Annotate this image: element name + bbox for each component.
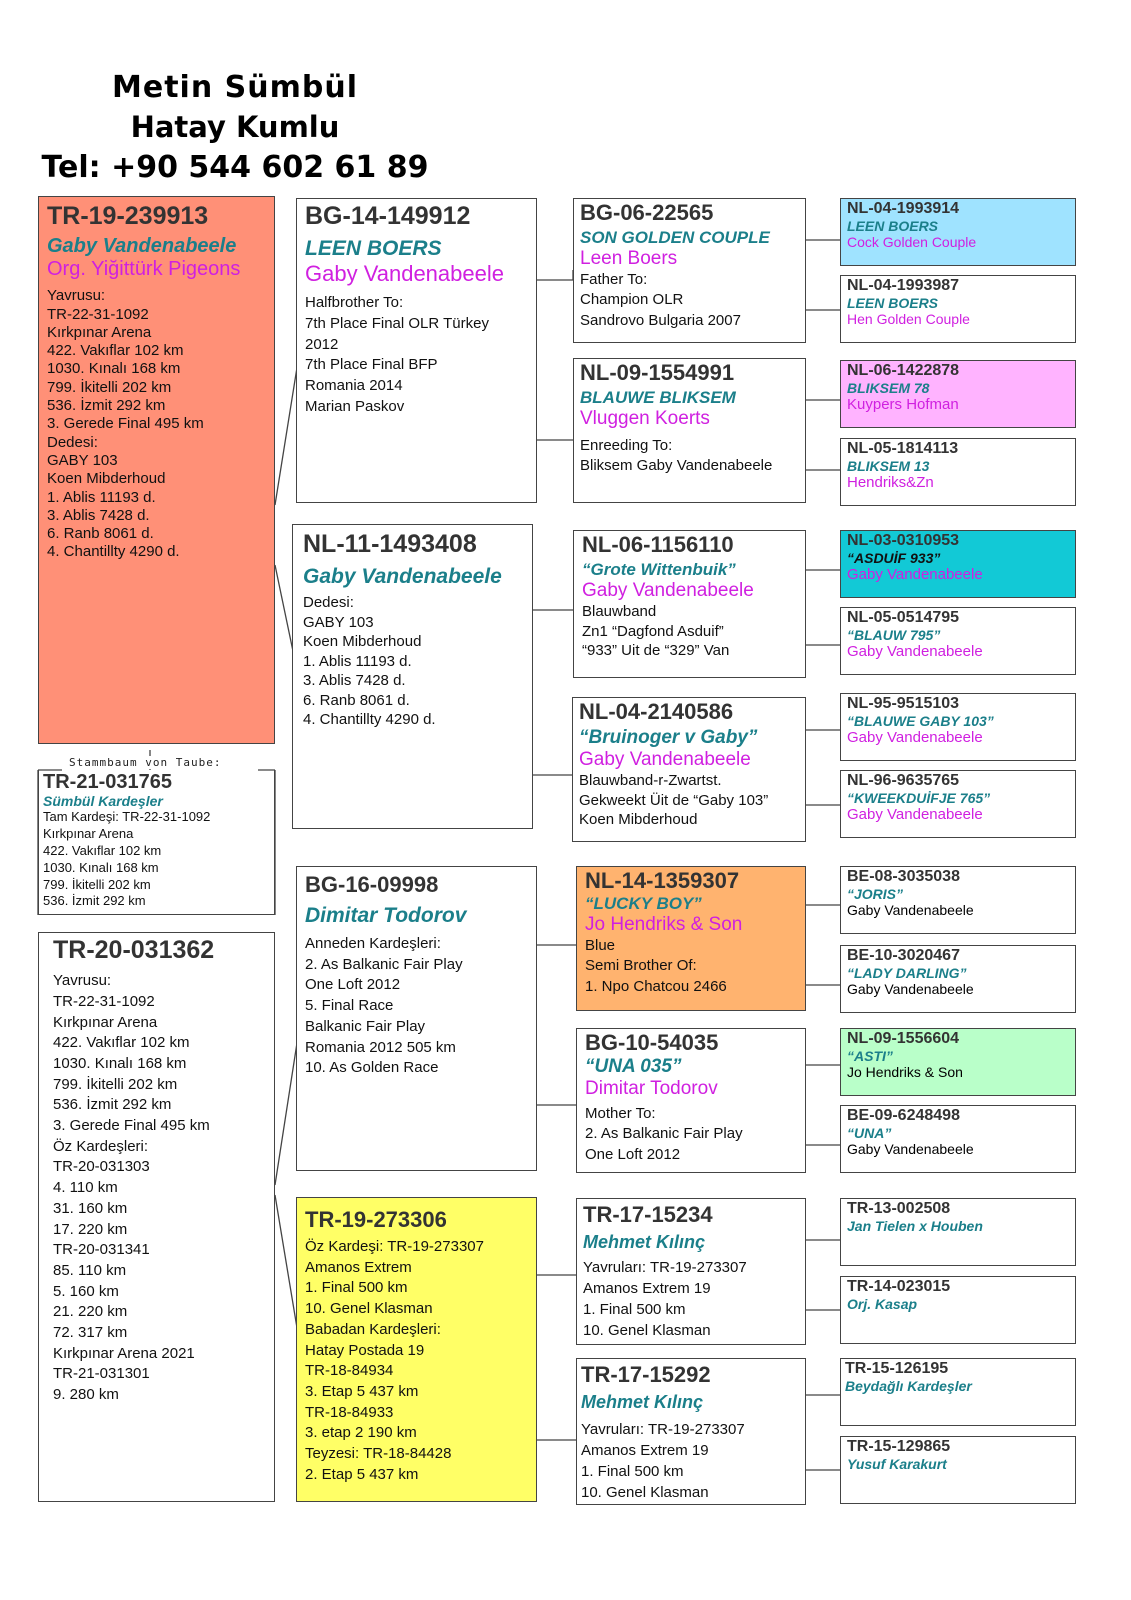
g3-ring: TR-14-023015 [847, 1278, 951, 1295]
mother-line: 5. 160 km [53, 1282, 119, 1300]
g3-ring: NL-05-0514795 [847, 609, 960, 626]
g2-owner: Leen Boers [580, 248, 678, 270]
g2-line: Yavruları: TR-19-273307 [581, 1421, 745, 1439]
g1-pigeon-card [296, 198, 537, 503]
subject-owner: Org. Yiğittürk Pigeons [47, 258, 241, 281]
g2-ring: BG-06-22565 [580, 200, 714, 225]
subject-line: 3. Ablis 7428 d. [47, 506, 150, 524]
g1-line: Dedesi: [303, 594, 354, 612]
g2-breeder: “Grote Wittenbuik” [582, 560, 736, 580]
g2-breeder: BLAUWE BLIKSEM [580, 388, 736, 408]
g1-breeder: LEEN BOERS [305, 237, 442, 261]
subject-line: TR-22-31-1092 [47, 305, 149, 323]
g3-owner: Hen Golden Couple [847, 310, 970, 327]
g2-breeder: SON GOLDEN COUPLE [580, 228, 770, 248]
sibling-breeder: Sümbül Kardeşler [43, 793, 163, 809]
g2-ring: TR-17-15234 [583, 1202, 713, 1227]
breeder-name: Metin Sümbül [112, 70, 358, 105]
g2-line: Yavruları: TR-19-273307 [583, 1259, 747, 1277]
g2-pigeon-card [576, 1028, 806, 1173]
g2-line: Koen Mibderhoud [579, 811, 698, 829]
g1-line: TR-18-84933 [305, 1403, 394, 1421]
g2-pigeon-card [573, 530, 806, 678]
g1-line: Romania 2014 [305, 377, 403, 394]
breeder-city: Hatay Kumlu [130, 110, 340, 144]
mother-line: 3. Gerede Final 495 km [53, 1117, 210, 1135]
g1-line: Koen Mibderhoud [303, 633, 422, 651]
g3-name: LEEN BOERS [847, 294, 939, 311]
g1-line: 1. Final 500 km [305, 1279, 408, 1297]
g3-pigeon-card [840, 1028, 1076, 1096]
g2-line: Father To: [580, 271, 648, 289]
g2-line: Sandrovo Bulgaria 2007 [580, 311, 741, 329]
g1-line: 7th Place Final OLR Türkey [305, 314, 489, 332]
g3-ring: TR-15-126195 [845, 1360, 949, 1377]
mother-line: TR-20-031341 [53, 1241, 150, 1259]
g2-line: 10. Genel Klasman [583, 1322, 711, 1340]
mother-line: TR-21-031301 [53, 1365, 150, 1383]
mother-line: 9. 280 km [53, 1386, 119, 1403]
g1-line: Balkanic Fair Play [305, 1017, 426, 1035]
g1-line: Romania 2012 505 km [305, 1038, 456, 1056]
subject-line: Yavrusu: [47, 287, 106, 305]
subject-line: 799. İkitelli 202 km [47, 378, 172, 396]
g1-pigeon-card [296, 1197, 537, 1502]
g1-line: Hatay Postada 19 [305, 1341, 425, 1359]
g2-owner: Gaby Vandenabeele [582, 580, 754, 602]
mother-line: 422. Vakıflar 102 km [53, 1034, 190, 1052]
g3-pigeon-card [840, 530, 1076, 598]
g3-pigeon-card [840, 275, 1076, 343]
g3-pigeon-card [840, 693, 1076, 761]
g1-breeder: Gaby Vandenabeele [303, 565, 502, 589]
g1-pigeon-card [292, 524, 533, 829]
g3-pigeon-card [840, 360, 1076, 428]
g3-owner: Gaby Vandenabeele [847, 980, 974, 997]
g2-line: Blauwband-r-Zwartst. [579, 772, 722, 790]
g2-pigeon-card [573, 358, 806, 503]
sibling-line: 799. İkitelli 202 km [43, 876, 151, 892]
subject-breeder: Gaby Vandenabeele [47, 235, 237, 258]
g1-line: 5. Final Race [305, 997, 394, 1015]
subject-line: 4. Chantillty 4290 d. [47, 543, 180, 561]
g3-owner: Gaby Vandenabeele [847, 728, 983, 746]
g3-name: “BLAUWE GABY 103” [847, 712, 994, 729]
breeder-phone: Tel: +90 544 602 61 89 [41, 150, 429, 185]
g1-line: 3. Etap 5 437 km [305, 1382, 419, 1400]
g2-ring: NL-06-1156110 [582, 532, 734, 557]
subject-line: Koen Mibderhoud [47, 470, 166, 488]
mother-line: 17. 220 km [53, 1220, 128, 1238]
mother-line: 4. 110 km [53, 1179, 118, 1197]
subject-pigeon-card [38, 196, 275, 744]
g1-ring: TR-19-273306 [305, 1207, 447, 1232]
g3-name: “ASDUİF 933” [847, 549, 941, 566]
sibling-line: 1030. Kınalı 168 km [43, 859, 159, 875]
g1-line: 2012 [305, 335, 339, 353]
g3-pigeon-card [840, 1198, 1076, 1266]
g1-line: One Loft 2012 [305, 976, 401, 994]
mother-line: 72. 317 km [53, 1323, 128, 1341]
g2-ring: NL-04-2140586 [579, 699, 734, 724]
g2-ring: TR-17-15292 [581, 1362, 711, 1387]
g3-owner: Jo Hendriks & Son [847, 1063, 963, 1080]
g1-line: 6. Ranb 8061 d. [303, 691, 410, 709]
mother-line: 799. İkitelli 202 km [53, 1075, 178, 1093]
mother-line: 85. 110 km [53, 1261, 127, 1279]
mother-line: Kırkpınar Arena [53, 1013, 158, 1031]
g1-line: 2. Etap 5 437 km [305, 1465, 419, 1483]
g3-owner: Gaby Vandenabeele [847, 1140, 974, 1157]
mother-line: Öz Kardeşleri: [53, 1137, 149, 1155]
g2-line: 1. Final 500 km [583, 1301, 686, 1319]
subject-line: 3. Gerede Final 495 km [47, 415, 204, 433]
g3-ring: BE-10-3020467 [847, 947, 960, 964]
g2-line: “933” Uit de “329” Van [582, 642, 730, 660]
mother-line: 536. İzmit 292 km [53, 1096, 172, 1114]
mother-line: TR-22-31-1092 [53, 992, 155, 1010]
stammbaum-label: Stammbaum von Taube: [66, 756, 224, 769]
g3-pigeon-card [840, 770, 1076, 838]
g3-name: Yusuf Karakurt [847, 1455, 947, 1472]
g2-ring: BG-10-54035 [585, 1030, 719, 1055]
g2-owner: Jo Hendriks & Son [585, 914, 743, 936]
g3-ring: NL-06-1422878 [847, 362, 960, 379]
subject-line: 536. İzmit 292 km [47, 397, 166, 415]
g1-ring: BG-14-149912 [305, 202, 471, 230]
g2-line: 1. Npo Chatcou 2466 [585, 977, 727, 995]
mother-line: 1030. Kınalı 168 km [53, 1055, 187, 1072]
g1-ring: BG-16-09998 [305, 872, 439, 897]
g3-owner: Hendriks&Zn [847, 473, 934, 491]
g2-pigeon-card [576, 1358, 806, 1505]
subject-line: 6. Ranb 8061 d. [47, 525, 154, 543]
mother-line: Yavrusu: [53, 972, 112, 990]
sibling-ring: TR-21-031765 [43, 771, 172, 793]
g3-ring: NL-09-1556604 [847, 1030, 960, 1047]
g1-ring: NL-11-1493408 [303, 530, 477, 558]
g3-ring: NL-04-1993987 [847, 277, 960, 294]
g1-pigeon-card [296, 866, 537, 1171]
g2-line: Amanos Extrem 19 [581, 1442, 709, 1460]
g3-ring: BE-09-6248498 [847, 1107, 960, 1124]
g2-breeder: “UNA 035” [585, 1056, 682, 1078]
g1-line: 3. etap 2 190 km [305, 1424, 417, 1442]
g2-pigeon-card [576, 866, 806, 1011]
subject-line: 1. Ablis 11193 d. [47, 488, 156, 506]
g2-pigeon-card [572, 697, 806, 842]
sibling-line: Tam Kardeşi: TR-22-31-1092 [43, 809, 211, 824]
g2-ring: NL-14-1359307 [585, 868, 740, 893]
g2-line: Semi Brother Of: [585, 957, 697, 975]
g3-name: Jan Tielen x Houben [847, 1217, 983, 1234]
g2-line: Blue [585, 937, 616, 955]
g2-owner: Gaby Vandenabeele [579, 749, 751, 771]
mother-pigeon-card [38, 932, 275, 1502]
subject-line: 422. Vakıflar 102 km [47, 342, 184, 360]
mother-ring: TR-20-031362 [53, 936, 215, 964]
g1-line: 10. Genel Klasman [305, 1300, 433, 1318]
g3-name: “ASTI” [847, 1047, 893, 1064]
g1-line: 7th Place Final BFP [305, 356, 438, 374]
g3-name: “BLAUW 795” [847, 626, 941, 643]
g1-line: 1. Ablis 11193 d. [303, 652, 412, 670]
g1-line: GABY 103 [303, 613, 374, 631]
g3-pigeon-card [840, 1276, 1076, 1344]
g2-owner: Vluggen Koerts [580, 408, 710, 430]
g2-breeder: “Bruinoger v Gaby” [579, 727, 758, 749]
g2-line: Enreeding To: [580, 437, 673, 455]
subject-ring: TR-19-239913 [47, 202, 209, 230]
g3-name: LEEN BOERS [847, 217, 939, 234]
g2-line: Gekweekt Üit de “Gaby 103” [579, 791, 769, 809]
g3-name: BLIKSEM 13 [847, 457, 930, 474]
g2-line: One Loft 2012 [585, 1145, 681, 1163]
g3-pigeon-card [840, 1105, 1076, 1173]
g3-owner: Gaby Vandenabeele [847, 901, 974, 918]
g2-line: Amanos Extrem 19 [583, 1280, 711, 1298]
g2-line: Zn1 “Dagfond Asduif” [582, 622, 724, 640]
g2-line: 2. As Balkanic Fair Play [585, 1125, 743, 1143]
g2-breeder: Mehmet Kılınç [583, 1232, 706, 1253]
mother-line: 31. 160 km [53, 1199, 128, 1217]
g3-pigeon-card [840, 866, 1076, 934]
g1-line: Teyzesi: TR-18-84428 [305, 1444, 452, 1462]
mother-line: Kırkpınar Arena 2021 [53, 1344, 195, 1362]
sibling-line: Kırkpınar Arena [43, 825, 134, 841]
g1-line: Anneden Kardeşleri: [305, 935, 441, 953]
subject-line: Dedesi: [47, 433, 98, 451]
g2-line: 10. Genel Klasman [581, 1484, 709, 1502]
sibling-line: 422. Vakıflar 102 km [43, 842, 162, 858]
g1-line: Öz Kardeşi: TR-19-273307 [305, 1238, 484, 1256]
g1-line: Babadan Kardeşleri: [305, 1320, 441, 1338]
g3-ring: NL-05-1814113 [847, 440, 959, 457]
g2-line: Blauwband [582, 603, 657, 621]
g3-ring: NL-03-0310953 [847, 532, 960, 549]
g1-line: 10. As Golden Race [305, 1059, 439, 1077]
g2-breeder: “LUCKY BOY” [585, 894, 702, 914]
g1-line: 3. Ablis 7428 d. [303, 672, 406, 690]
subject-line: GABY 103 [47, 451, 118, 469]
g1-line: TR-18-84934 [305, 1362, 394, 1380]
g2-owner: Dimitar Todorov [585, 1078, 718, 1100]
g1-line: 4. Chantillty 4290 d. [303, 711, 436, 729]
g3-name: Orj. Kasap [847, 1295, 918, 1312]
g3-pigeon-card [840, 1358, 1076, 1426]
g3-ring: NL-04-1993914 [847, 200, 960, 217]
g3-pigeon-card [840, 1436, 1076, 1504]
g3-pigeon-card [840, 438, 1076, 506]
g2-pigeon-card [573, 198, 806, 343]
g2-breeder: Mehmet Kılınç [581, 1392, 704, 1413]
g3-ring: TR-13-002508 [847, 1200, 951, 1217]
g3-pigeon-card [840, 945, 1076, 1013]
g3-pigeon-card [840, 607, 1076, 675]
subject-line: Kırkpınar Arena [47, 323, 152, 341]
g1-line: Marian Paskov [305, 397, 405, 415]
g3-owner: Gaby Vandenabeele [847, 805, 983, 823]
g2-line: Bliksem Gaby Vandenabeele [580, 457, 773, 475]
g2-line: Mother To: [585, 1105, 656, 1123]
mother-line: TR-20-031303 [53, 1158, 150, 1176]
g2-pigeon-card [576, 1198, 806, 1345]
g1-line: Halfbrother To: [305, 294, 404, 312]
g3-owner: Gaby Vandenabeele [847, 565, 983, 583]
g3-owner: Gaby Vandenabeele [847, 642, 983, 660]
mother-line: 21. 220 km [53, 1303, 128, 1321]
g3-owner: Kuypers Hofman [847, 395, 959, 413]
g3-name: “LADY DARLING” [847, 964, 967, 981]
g3-ring: BE-08-3035038 [847, 868, 960, 885]
g3-name: “JORIS” [847, 885, 904, 902]
g3-owner: Cock Golden Couple [847, 233, 977, 250]
g2-line: 1. Final 500 km [581, 1463, 684, 1481]
g3-name: “KWEEKDUİFJE 765” [847, 789, 991, 806]
g3-pigeon-card [840, 198, 1076, 266]
g2-ring: NL-09-1554991 [580, 360, 735, 385]
sibling-line: 536. İzmit 292 km [43, 893, 146, 909]
g3-name: “UNA” [847, 1124, 892, 1141]
g3-ring: NL-95-9515103 [847, 695, 960, 712]
g2-line: Champion OLR [580, 291, 684, 309]
g3-name: Beydağlı Kardeşler [845, 1377, 972, 1394]
g1-owner: Gaby Vandenabeele [305, 261, 504, 287]
g1-breeder: Dimitar Todorov [305, 904, 467, 928]
g1-line: 2. As Balkanic Fair Play [305, 955, 463, 973]
g3-name: BLIKSEM 78 [847, 379, 930, 396]
g3-ring: TR-15-129865 [847, 1438, 951, 1455]
subject-line: 1030. Kınalı 168 km [47, 360, 181, 378]
g1-line: Amanos Extrem [305, 1258, 412, 1276]
g3-ring: NL-96-9635765 [847, 772, 960, 789]
sibling-pigeon-card [38, 770, 275, 915]
